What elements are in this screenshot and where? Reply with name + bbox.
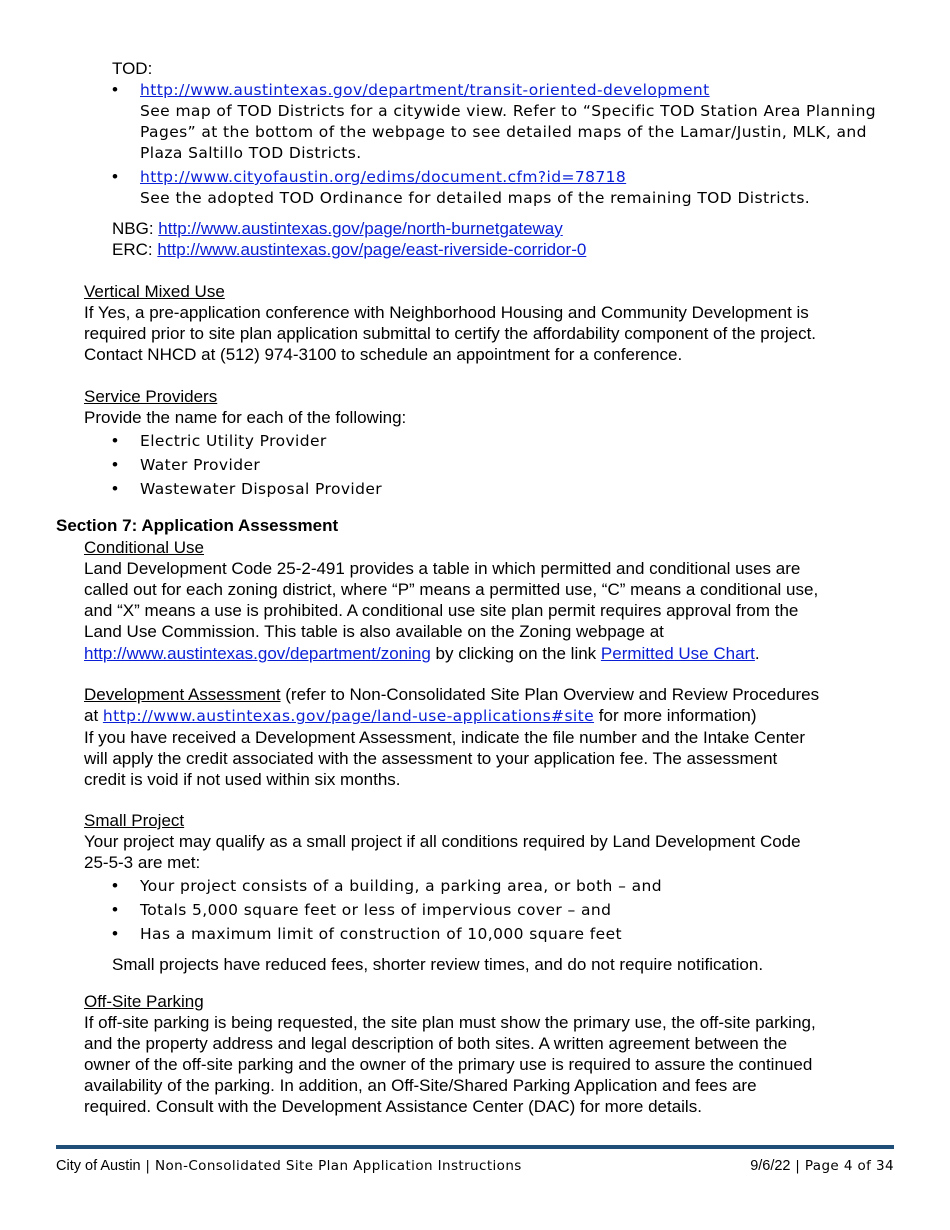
bullet-icon: • (112, 80, 118, 99)
nbg-line (112, 218, 912, 239)
vmu-heading: Vertical Mixed Use (84, 282, 225, 301)
condition-item: Has a maximum limit of construction of 10,000 square feet (140, 925, 622, 943)
footer-doc-title: Non-Consolidated Site Plan Application Instructions (154, 1158, 522, 1174)
tod-block (112, 58, 912, 260)
list-item (112, 454, 914, 476)
small-project-note: Small projects have reduced fees, shorter review times, and do not require notification. (112, 955, 764, 974)
tod-label: TOD: (112, 59, 153, 78)
footer-right (750, 1156, 894, 1177)
offsite-line: owner of the off-site parking and the owner of the primary use is required to assure the continued (84, 1055, 813, 1074)
list-item (112, 430, 914, 452)
conditional-line: Land Development Code 25-2-491 provides a table in which permitted and conditional uses are (84, 559, 801, 578)
bullet-icon: • (112, 479, 118, 498)
tod-desc-line: See map of TOD Districts for a citywide view. Refer to “Specific TOD Station Area Planning (140, 102, 877, 120)
nbg-label: NBG: (112, 219, 154, 238)
development-line: If you have received a Development Assessment, indicate the file number and the Intake Center (84, 728, 806, 747)
vmu-line: required prior to site plan application submittal to certify the affordability component of the project. (84, 324, 817, 343)
vmu-block (84, 281, 914, 365)
permitted-use-chart-link[interactable]: Permitted Use Chart (600, 644, 755, 663)
vmu-line: Contact NHCD at (512) 974-3100 to schedule an appointment for a conference. (84, 345, 683, 364)
offsite-parking-heading: Off-Site Parking (84, 992, 204, 1011)
conditional-mid-text: by clicking on the link (430, 644, 601, 663)
small-project-heading: Small Project (84, 811, 185, 830)
section-7-title: Section 7: Application Assessment (56, 516, 339, 535)
service-block (84, 386, 914, 500)
service-intro: Provide the name for each of the following: (84, 408, 407, 427)
conditional-use-heading: Conditional Use (84, 538, 205, 557)
offsite-line: and the property address and legal description of both sites. A written agreement between the (84, 1034, 788, 1053)
footer-separator: | (790, 1158, 805, 1174)
development-assessment-block (84, 684, 924, 790)
tod-link-list (112, 79, 912, 209)
at-text: at (84, 706, 103, 725)
land-use-applications-link[interactable]: http://www.austintexas.gov/page/land-use-applications#site (102, 707, 595, 725)
development-heading: Development Assessment (84, 685, 281, 704)
erc-line (112, 239, 912, 260)
erc-link[interactable]: http://www.austintexas.gov/page/east-riverside-corridor-0 (157, 240, 587, 259)
bullet-icon: • (112, 876, 118, 895)
footer-separator: | (140, 1158, 155, 1174)
tod-desc-line: Plaza Saltillo TOD Districts. (140, 144, 362, 162)
list-item (112, 875, 914, 897)
erc-label: ERC: (112, 240, 153, 259)
service-item: Water Provider (140, 456, 261, 474)
service-item: Electric Utility Provider (140, 432, 327, 450)
service-heading: Service Providers (84, 387, 218, 406)
condition-item: Your project consists of a building, a parking area, or both – and (140, 877, 662, 895)
list-item (112, 79, 912, 164)
development-heading-line (84, 684, 924, 705)
list-item (112, 899, 914, 921)
conditional-line: and “X” means a use is prohibited. A conditional use site plan permit requires approval from the (84, 601, 799, 620)
list-item (112, 478, 914, 500)
tod-ordinance-link[interactable]: http://www.cityofaustin.org/edims/document.cfm?id=78718 (140, 168, 627, 186)
bullet-icon: • (112, 167, 118, 186)
conditional-use-block (84, 537, 914, 664)
list-item (112, 166, 912, 209)
footer-date: 9/6/22 (750, 1158, 791, 1174)
small-project-block (84, 810, 914, 975)
bullet-icon: • (112, 924, 118, 943)
offsite-parking-block (84, 991, 924, 1117)
page-number: Page 4 of 34 (804, 1158, 894, 1174)
zoning-link[interactable]: http://www.austintexas.gov/department/zoning (84, 644, 431, 663)
development-heading-rest: (refer to Non-Consolidated Site Plan Overview and Review Procedures (280, 685, 820, 704)
small-line: 25-5-3 are met: (84, 853, 201, 872)
nbg-link[interactable]: http://www.austintexas.gov/page/north-burnetgateway (158, 219, 563, 238)
offsite-line: required. Consult with the Development Assistance Center (DAC) for more details. (84, 1097, 702, 1116)
conditional-link-line (84, 643, 914, 664)
conditional-line: called out for each zoning district, where “P” means a permitted use, “C” means a conditional use, (84, 580, 819, 599)
footer-org: City of Austin (56, 1158, 141, 1174)
offsite-line: If off-site parking is being requested, the site plan must show the primary use, the off-site parking, (84, 1013, 816, 1032)
tod-desc-line: Pages” at the bottom of the webpage to see detailed maps of the Lamar/Justin, MLK, and (140, 123, 867, 141)
vmu-line: If Yes, a pre-application conference with Neighborhood Housing and Community Development is (84, 303, 809, 322)
footer-left (56, 1156, 522, 1177)
development-line: will apply the credit associated with the assessment to your application fee. The assessment (84, 749, 778, 768)
tod-link[interactable]: http://www.austintexas.gov/department/transit-oriented-development (140, 81, 710, 99)
development-link-line (84, 705, 924, 727)
service-item: Wastewater Disposal Provider (140, 480, 383, 498)
development-line: credit is void if not used within six months. (84, 770, 401, 789)
more-info-text: for more information) (594, 706, 757, 725)
small-line: Your project may qualify as a small project if all conditions required by Land Development Code (84, 832, 801, 851)
bullet-icon: • (112, 455, 118, 474)
bullet-icon: • (112, 900, 118, 919)
small-project-conditions (112, 875, 914, 945)
service-list (112, 430, 914, 500)
list-item (112, 923, 914, 945)
offsite-line: availability of the parking. In addition, an Off-Site/Shared Parking Application and fees are (84, 1076, 757, 1095)
tod-ordinance-desc: See the adopted TOD Ordinance for detailed maps of the remaining TOD Districts. (140, 189, 811, 207)
condition-item: Totals 5,000 square feet or less of impervious cover – and (140, 901, 612, 919)
conditional-line: Land Use Commission. This table is also available on the Zoning webpage at (84, 622, 664, 641)
period: . (754, 644, 760, 663)
footer-rule (56, 1145, 894, 1149)
bullet-icon: • (112, 431, 118, 450)
